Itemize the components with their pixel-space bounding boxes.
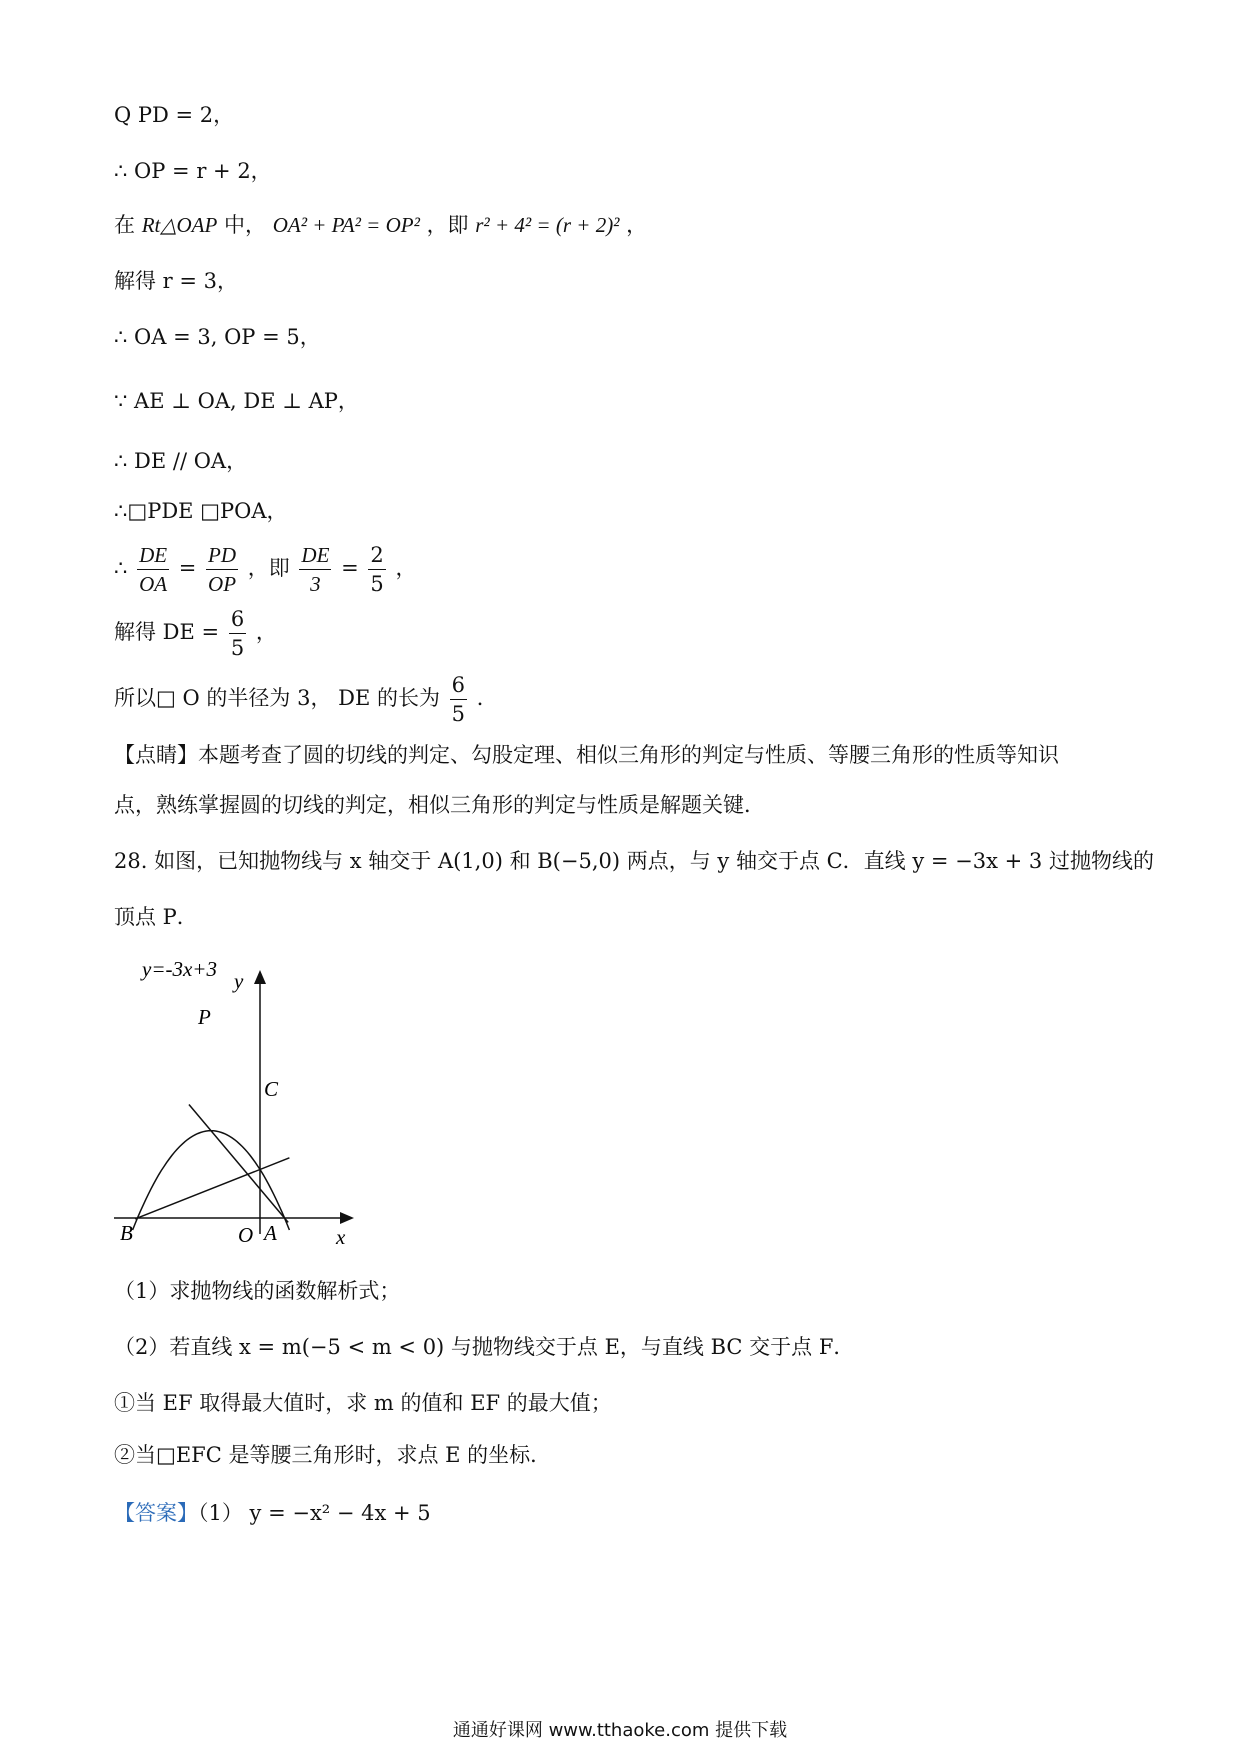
step-pd: Q PD = 2， [114,103,235,127]
step-oa-op: ∴ OA = 3, OP = 5， [114,325,321,349]
answer-text: （1） y = −x² − 4x + 5 [198,1501,431,1525]
denominator: OA [139,572,168,596]
denominator: 5 [230,636,245,660]
step-conclusion [114,668,498,728]
denominator: OP [208,572,237,596]
question-28-line-1: 28. 如图，已知抛物线与 x 轴交于 A(1,0) 和 B(−5,0) 两点，与 y 轴交于点 C．直线 y = −3x + 3 过抛物线的 [114,849,1154,873]
sub-question-2b: ②当□EFC 是等腰三角形时，求点 E 的坐标． [114,1443,552,1467]
parabola-curve [133,1131,290,1230]
equals: = [178,556,197,580]
numerator: 6 [229,605,246,634]
fraction [137,541,169,598]
text: 中， [224,213,267,237]
fraction [299,541,331,598]
point-p-label: P [198,1005,211,1029]
answer-line [114,1498,431,1528]
y-axis-label: y [234,969,244,993]
line-bc [135,1158,289,1219]
origin-label: O [238,1223,254,1247]
step-similar: ∴□PDE □POA， [114,499,288,523]
parabola-figure [114,948,364,1248]
fraction [206,541,238,598]
line-label: y=-3x+3 [142,957,217,981]
point-b-label: B [120,1221,133,1245]
question-28-line-2: 顶点 P． [114,905,198,929]
text: ，即 [247,556,290,580]
comment-line-1 [114,740,1059,770]
sub-question-1: （1）求抛物线的函数解析式； [114,1279,401,1303]
text: ，即 [426,213,469,237]
text: 在 [114,213,135,237]
x-axis-label: x [336,1225,346,1248]
step-pythagoras [114,210,647,240]
comment-line-2: 点，熟练掌握圆的切线的判定，相似三角形的判定与性质是解题关键． [114,793,765,817]
comment-text: 本题考查了圆的切线的判定、勾股定理、相似三角形的判定与性质、等腰三角形的性质等知识 [198,743,1059,767]
numerator: 2 [368,541,385,570]
numerator: DE [299,541,331,570]
sub-question-2: （2）若直线 x = m(−5 < m < 0) 与抛物线交于点 E，与直线 BC 交于点 F． [114,1335,855,1359]
text: 所以□ O 的半径为 3， DE 的长为 [114,686,440,710]
step-op: ∴ OP = r + 2， [114,159,272,183]
denominator: 5 [370,572,384,596]
x-axis-arrow [340,1212,354,1224]
text: ， [395,556,417,580]
y-axis-arrow [254,970,266,984]
triangle: Rt△OAP [141,213,218,237]
footer: 通通好课网 www.tthaoke.com 提供下载 [452,1720,788,1741]
equation: OA² + PA² = OP² [272,213,420,237]
text: ∴ [114,556,128,580]
text: ， [255,620,277,644]
step-ratio [114,538,416,598]
fraction [229,605,246,662]
text: ． [476,686,498,710]
numerator: 6 [450,671,467,700]
answer-tag: 【答案】 [114,1501,198,1525]
sub-question-2a: ①当 EF 取得最大值时，求 m 的值和 EF 的最大值； [114,1391,612,1415]
text: ， [626,213,648,237]
equation: r² + 4² = (r + 2)² [475,213,620,237]
numerator: PD [206,541,238,570]
denominator: 5 [451,702,466,726]
step-perp: ∵ AE ⊥ OA, DE ⊥ AP， [114,389,359,413]
step-r: 解得 r = 3， [114,269,239,293]
equals: = [341,556,359,580]
point-c-label: C [264,1077,279,1101]
step-de [114,602,277,662]
comment-tag: 【点睛】 [114,743,198,767]
fraction [368,541,385,598]
numerator: DE [137,541,169,570]
text: 解得 DE = [114,620,220,644]
denominator: 3 [310,572,321,596]
point-a-label: A [264,1221,277,1245]
step-parallel: ∴ DE // OA， [114,449,248,473]
fraction [450,671,467,728]
